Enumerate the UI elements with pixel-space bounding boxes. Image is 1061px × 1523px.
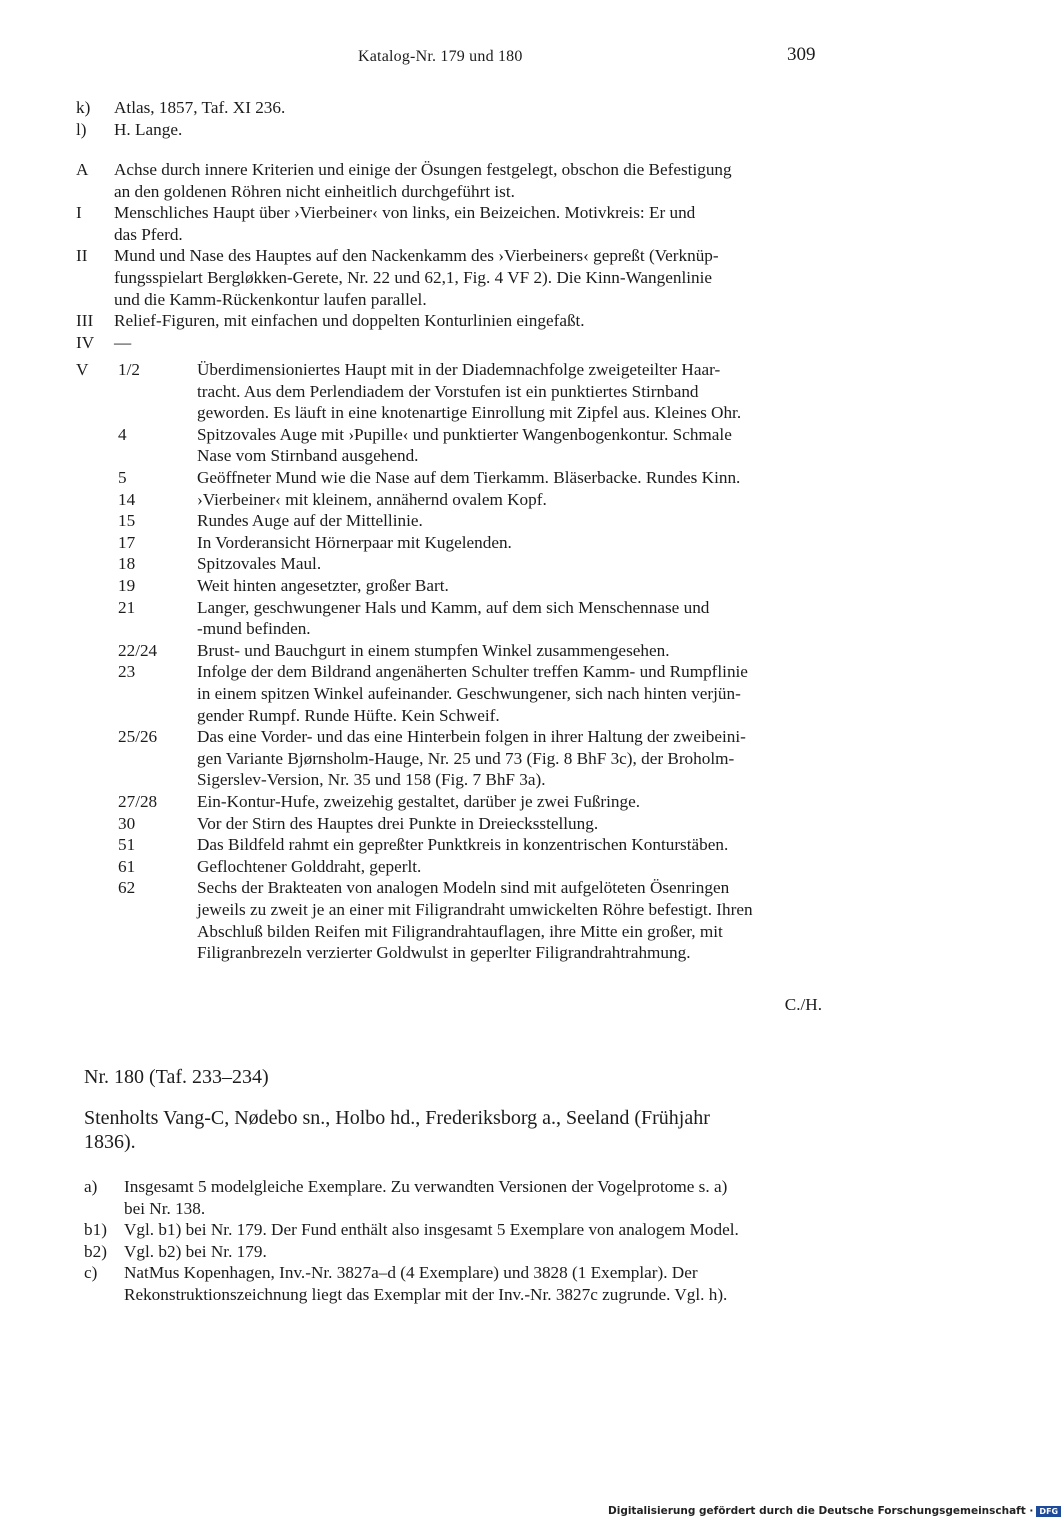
detail-item-text: Sechs der Brakteaten von analogen Modeln sind mit aufgelöteten Ösenringen <box>197 878 730 898</box>
reference-item-text: Insgesamt 5 modelgleiche Exemplare. Zu verwandten Versionen der Vogelprotome s. a) <box>124 1177 728 1196</box>
detail-item-text: Spitzovales Auge mit ›Pupille‹ und punktierter Wangenbogenkontur. Schmale <box>197 424 732 444</box>
roman-list-item-text: Achse durch innere Kriterien und einige der Ösungen festgelegt, obschon die Befestigung <box>114 160 732 179</box>
detail-item-label: 18 <box>118 554 136 574</box>
detail-item-label: 30 <box>118 813 136 833</box>
detail-item-text: Sigerslev-Version, Nr. 35 und 158 (Fig. 7 BhF 3a). <box>197 770 546 790</box>
roman-list-item-text: an den goldenen Röhren nicht einheitlich durchgeführt ist. <box>114 181 515 201</box>
detail-item-text: gen Variante Bjørnsholm-Hauge, Nr. 25 und 73 (Fig. 8 BhF 3c), der Broholm- <box>197 748 735 768</box>
detail-item-text: geworden. Es läuft in eine knotenartige Einrollung mit Zipfel aus. Kleines Ohr. <box>197 403 742 423</box>
top-list-item-text: Atlas, 1857, Taf. XI 236. <box>114 98 286 117</box>
detail-item-text: Das Bildfeld rahmt ein gepreßter Punktkreis in konzentrischen Konturstäben. <box>197 835 729 855</box>
detail-item-text: Spitzovales Maul. <box>197 554 322 574</box>
location-line-1: Stenholts Vang-C, Nødebo sn., Holbo hd., Frederiksborg a., Seeland (Frühjahr <box>84 1107 710 1129</box>
running-header <box>0 44 1000 74</box>
detail-item-label: 17 <box>118 532 136 552</box>
detail-item-text: Überdimensioniertes Haupt mit in der Diademnachfolge zweigeteilter Haar- <box>197 360 721 379</box>
detail-item-text: jeweils zu zweit je an einer mit Filigrandraht umwickelten Röhre befestigt. Ihren <box>197 900 753 919</box>
reference-item-text: Rekonstruktionszeichnung liegt das Exemplar mit der Inv.-Nr. 3827c zugrunde. Vgl. h). <box>124 1285 728 1304</box>
detail-item-text: Langer, geschwungener Hals und Kamm, auf dem sich Menschennase und <box>197 597 710 617</box>
detail-item-text: Brust- und Bauchgurt in einem stumpfen Winkel zusammengesehen. <box>197 640 670 660</box>
reference-item-label: b1) <box>84 1220 107 1240</box>
running-title: Katalog-Nr. 179 und 180 <box>358 48 523 65</box>
detail-item-text: Geöffneter Mund wie die Nase auf dem Tierkamm. Bläserbacke. Rundes Kinn. <box>197 468 741 487</box>
detail-item-label: 21 <box>118 597 136 617</box>
author-signature: C./H. <box>784 995 822 1014</box>
reference-item-label: c) <box>84 1263 98 1283</box>
roman-list-item-text: Mund und Nase des Hauptes auf den Nackenkamm des ›Vierbeiners‹ gepreßt (Verknüp- <box>114 246 719 266</box>
detail-item-text: Geflochtener Golddraht, geperlt. <box>197 856 422 876</box>
roman-list-item-text: Relief-Figuren, mit einfachen und doppelten Konturlinien eingefaßt. <box>114 311 585 331</box>
entry-heading: Nr. 180 (Taf. 233–234) <box>84 1066 269 1088</box>
page-number: 309 <box>787 44 816 65</box>
detail-item-text: Rundes Auge auf der Mittellinie. <box>197 511 423 531</box>
detail-item-text: gender Rumpf. Runde Hüfte. Kein Schweif. <box>197 705 500 725</box>
roman-list-item-text: und die Kamm-Rückenkontur laufen parallel. <box>114 289 427 309</box>
roman-list-item-label: A <box>76 160 89 179</box>
detail-item-text: Abschluß bilden Reifen mit Filigrandrahtauflagen, ihre Mitte ein großer, mit <box>197 921 723 941</box>
top-list-item-label: k) <box>76 98 91 117</box>
detail-item-label: 51 <box>118 835 136 855</box>
roman-list-item-text: fungsspielart Bergløkken-Gerete, Nr. 22 und 62,1, Fig. 4 VF 2). Die Kinn-Wangenlinie <box>114 268 713 287</box>
detail-item-label: 62 <box>118 878 136 898</box>
detail-item-label: 23 <box>118 662 136 682</box>
location-line-2: 1836). <box>84 1131 136 1153</box>
roman-list-item-label: II <box>76 246 88 266</box>
detail-item-text: Nase vom Stirnband ausgehend. <box>197 446 419 466</box>
top-list-item-text: H. Lange. <box>114 119 183 139</box>
reference-item-text: Vgl. b2) bei Nr. 179. <box>124 1241 267 1261</box>
detail-item-text: Filigranbrezeln verzierter Goldwulst in geperlter Filigrandrahtrahmung. <box>197 943 691 963</box>
detail-item-text: -mund befinden. <box>197 619 311 639</box>
detail-item-label: 4 <box>118 424 127 444</box>
detail-item-label: 25/26 <box>118 727 158 747</box>
detail-item-label: 1/2 <box>118 360 140 379</box>
detail-item-text: Vor der Stirn des Hauptes drei Punkte in Dreiecksstellung. <box>197 813 599 833</box>
detail-item-text: Ein-Kontur-Hufe, zweizehig gestaltet, darüber je zwei Fußringe. <box>197 792 641 811</box>
detail-item-label: 19 <box>118 576 136 595</box>
detail-item-label: 14 <box>118 489 136 509</box>
detail-item-label: 22/24 <box>118 640 158 660</box>
funding-footer <box>608 1505 1061 1517</box>
detail-item-text: ›Vierbeiner‹ mit kleinem, annähernd ovalem Kopf. <box>197 489 547 509</box>
footer-text: Digitalisierung gefördert durch die Deutsche Forschungsgemeinschaft · <box>608 1505 1034 1517</box>
detail-item-text: Das eine Vorder- und das eine Hinterbein folgen in ihrer Haltung der zweibeini- <box>197 727 746 747</box>
detail-item-text: Infolge der dem Bildrand angenäherten Schulter treffen Kamm- und Rumpflinie <box>197 662 748 682</box>
reference-item-text: bei Nr. 138. <box>124 1198 206 1218</box>
dfg-logo: DFG <box>1036 1506 1061 1517</box>
roman-list-item-text: Menschliches Haupt über ›Vierbeiner‹ von links, ein Beizeichen. Motivkreis: Er und <box>114 203 696 223</box>
reference-item-text: NatMus Kopenhagen, Inv.-Nr. 3827a–d (4 Exemplare) und 3828 (1 Exemplar). Der <box>124 1263 698 1283</box>
detail-item-text: tracht. Aus dem Perlendiadem der Vorstufen ist ein punktiertes Stirnband <box>197 381 699 401</box>
section-v-label: V <box>76 360 89 379</box>
reference-item-text: Vgl. b1) bei Nr. 179. Der Fund enthält also insgesamt 5 Exemplare von analogem Model. <box>124 1220 739 1240</box>
detail-item-label: 61 <box>118 856 136 876</box>
roman-list-item-label: III <box>76 311 94 331</box>
detail-item-label: 27/28 <box>118 792 158 811</box>
detail-item-text: Weit hinten angesetzter, großer Bart. <box>197 576 449 595</box>
reference-item-label: a) <box>84 1177 98 1196</box>
detail-item-label: 5 <box>118 468 127 487</box>
roman-list-item-text: das Pferd. <box>114 224 183 244</box>
roman-list-item-label: I <box>76 203 82 223</box>
reference-item-label: b2) <box>84 1241 107 1261</box>
detail-item-label: 15 <box>118 511 136 531</box>
detail-item-text: in einem spitzen Winkel aufeinander. Geschwungener, sich nach hinten verjün- <box>197 684 741 703</box>
roman-list-item-label: IV <box>76 332 95 352</box>
roman-list-item-text: — <box>114 332 132 352</box>
top-list-item-label: l) <box>76 119 87 139</box>
detail-item-text: In Vorderansicht Hörnerpaar mit Kugelenden. <box>197 532 512 552</box>
